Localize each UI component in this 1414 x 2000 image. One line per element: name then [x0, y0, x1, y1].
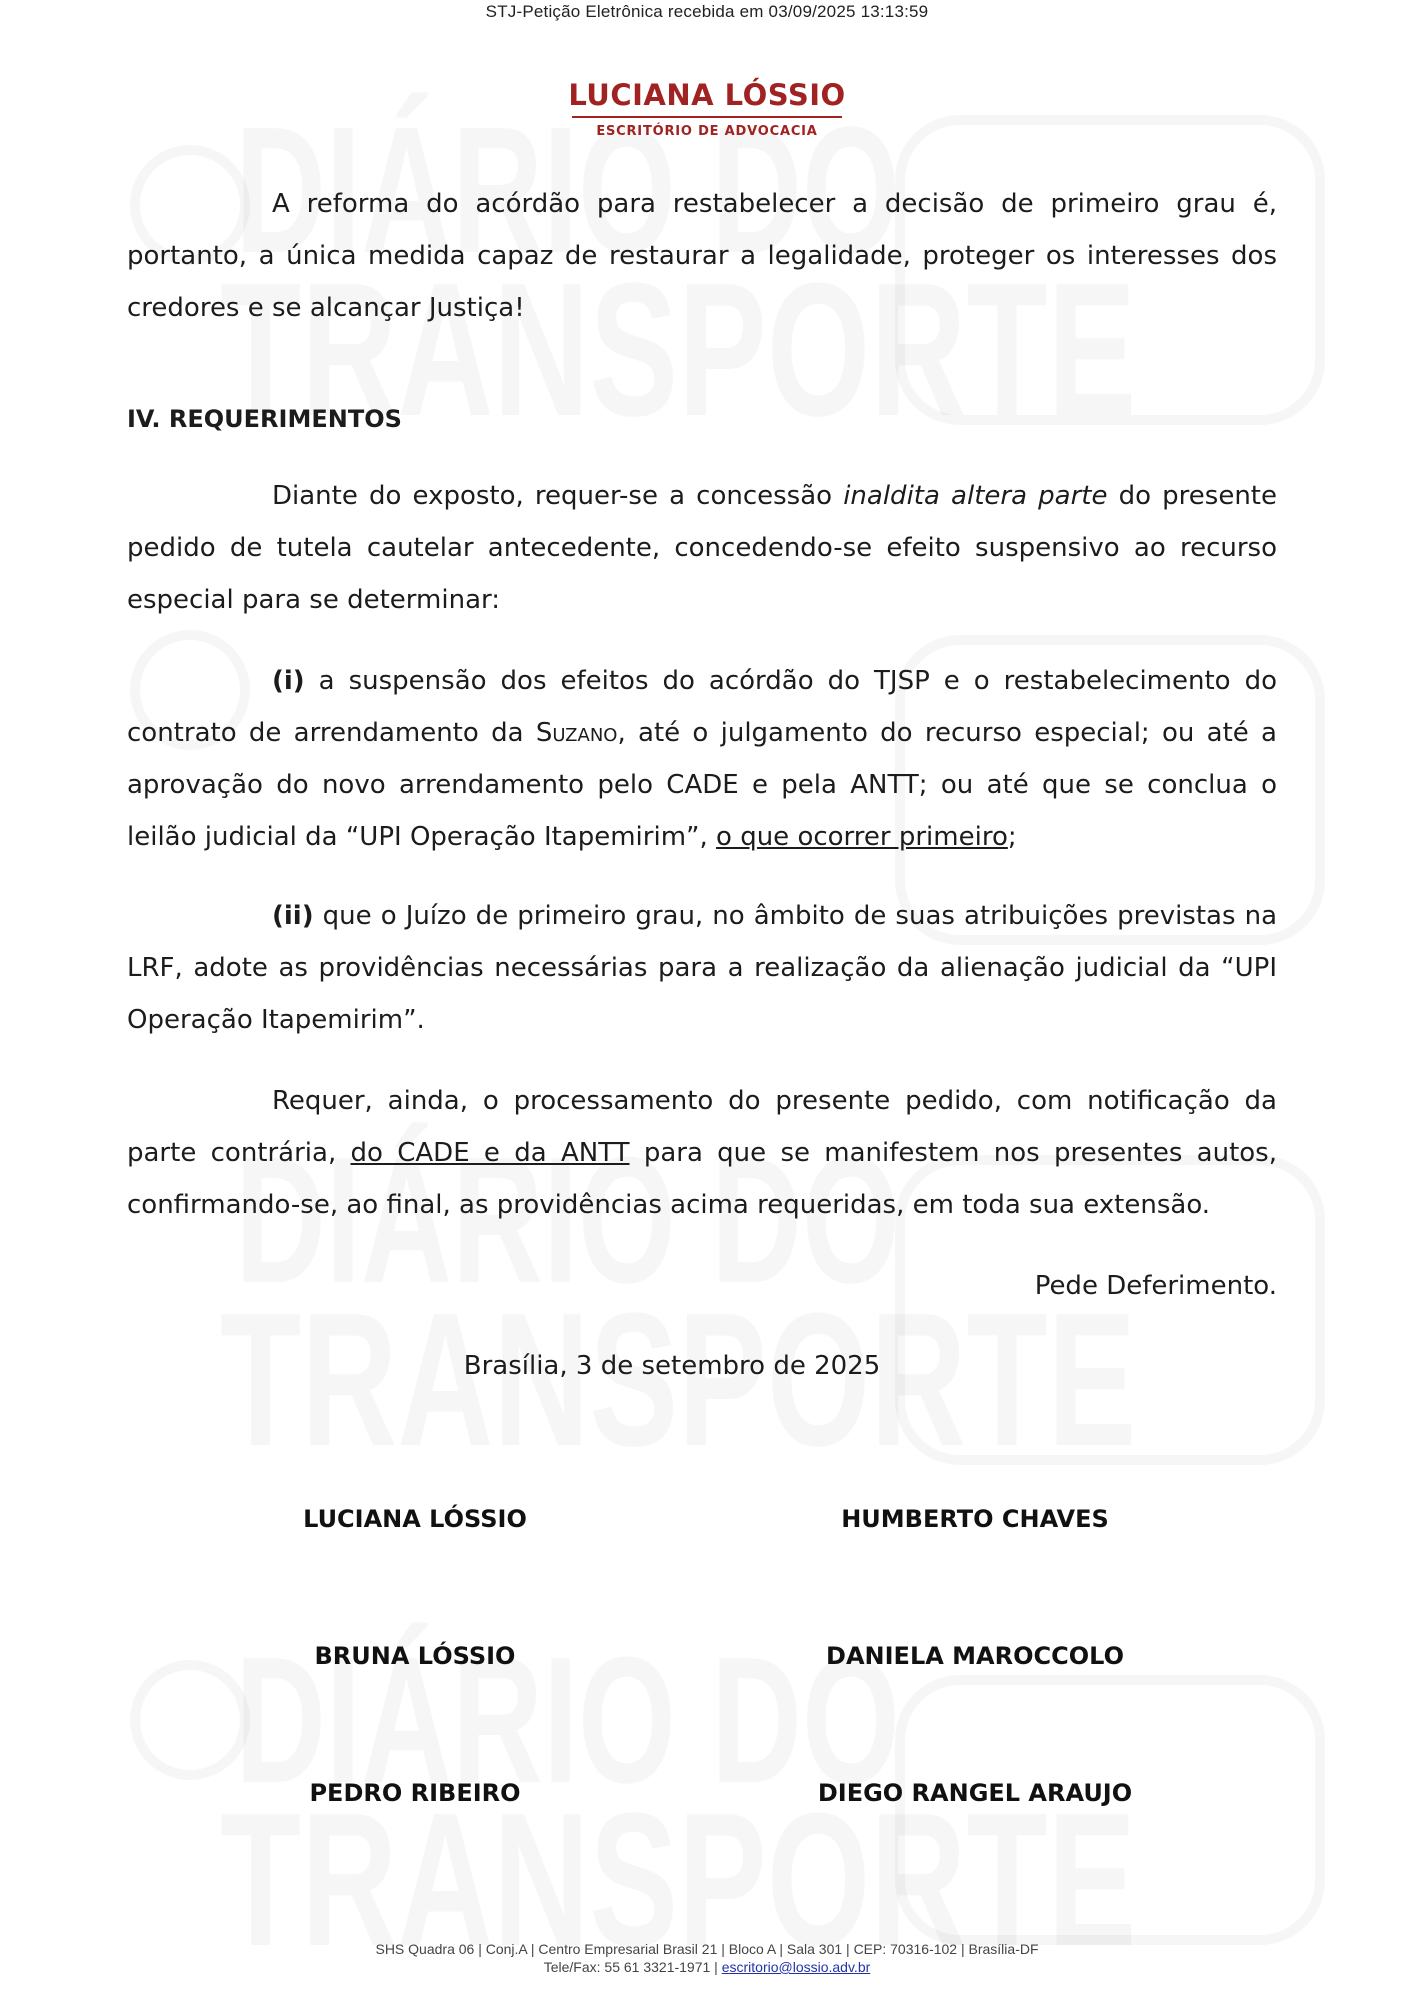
text-span: do presente pedido de tutela cautelar antecedente, concedendo-se efeito suspensivo ao recurso especial para se determinar:	[127, 481, 1277, 615]
text-span: que o Juízo de primeiro grau, no âmbito de suas atribuições previstas na LRF, adote as providências necessárias para a realização da alienação judicial da “UPI Operação Itapemirim”.	[127, 901, 1277, 1035]
section-heading: IV. REQUERIMENTOS	[127, 405, 402, 433]
electronic-petition-stamp: STJ-Petição Eletrônica recebida em 03/09/2025 13:13:59	[485, 2, 929, 21]
processing-request-block	[127, 1075, 1277, 1231]
item-label: (ii)	[272, 901, 314, 931]
request-item-ii-block	[127, 890, 1277, 1046]
closing-text: Pede Deferimento.	[1034, 1271, 1277, 1301]
place-date: Brasília, 3 de setembro de 2025	[463, 1351, 881, 1381]
italic-term: inaldita altera parte	[843, 481, 1108, 511]
footer-phone: Tele/Fax: 55 61 3321-1971 |	[543, 1959, 722, 1975]
paragraph-processing-request	[127, 1075, 1277, 1231]
watermark-logo-circle	[135, 1665, 245, 1775]
underlined-text: do CADE e da ANTT	[350, 1138, 630, 1168]
signatory-4: DANIELA MAROCCOLO	[826, 1642, 1124, 1670]
text-span: Diante do exposto, requer-se a concessão	[272, 481, 844, 511]
signatory-5: PEDRO RIBEIRO	[309, 1779, 521, 1807]
company-name: Suzano	[535, 718, 618, 748]
letterhead	[0, 78, 1414, 139]
request-item-i	[127, 655, 1277, 863]
letterhead-subtitle: ESCRITÓRIO DE ADVOCACIA	[596, 124, 818, 139]
paragraph-conclusion: A reforma do acórdão para restabelecer a decisão de primeiro grau é, portanto, a única medida capaz de restaurar a legalidade, proteger os interesses dos credores e se alcançar Justiça!	[127, 189, 1277, 323]
request-item-ii	[127, 890, 1277, 1046]
text-span: ;	[1007, 822, 1017, 852]
signatory-6: DIEGO RANGEL ARAUJO	[817, 1779, 1133, 1807]
paragraph-requests-intro	[127, 470, 1277, 626]
footer-address: SHS Quadra 06 | Conj.A | Centro Empresarial Brasil 21 | Bloco A | Sala 301 | CEP: 70316-102 | Brasília-DF	[375, 1941, 1039, 1957]
text-span: Requer, ainda, o processamento do presente pedido, com notificação da parte contrária,	[127, 1086, 1277, 1168]
footer-contact	[0, 1958, 1414, 1976]
text-span: para que se manifestem nos presentes autos, confirmando-se, ao final, as providências acima requeridas, em toda sua extensão.	[127, 1138, 1277, 1220]
signatory-1: LUCIANA LÓSSIO	[303, 1505, 527, 1533]
text-span: a suspensão dos efeitos do acórdão do TJSP e o restabelecimento do contrato de arrendamento da	[127, 666, 1277, 748]
watermark-bus-shape	[900, 1680, 1320, 1940]
requests-intro-block	[127, 470, 1277, 626]
request-item-i-block	[127, 655, 1277, 863]
footer	[0, 1940, 1414, 1976]
signatory-2: HUMBERTO CHAVES	[841, 1505, 1109, 1533]
signatory-3: BRUNA LÓSSIO	[314, 1642, 516, 1670]
section-heading-block	[127, 393, 1277, 445]
letterhead-name: LUCIANA LÓSSIO	[568, 78, 846, 112]
footer-email-link[interactable]: escritorio@lossio.adv.br	[721, 1959, 871, 1975]
letterhead-rule	[572, 116, 842, 118]
closing-block	[127, 1260, 1277, 1312]
item-label: (i)	[272, 666, 305, 696]
place-date-block	[127, 1340, 1277, 1392]
text-span: , até o julgamento do recurso especial; ou até a aprovação do novo arrendamento pelo CADE e pela ANTT; ou até que se conclua o leilão judicial da “UPI Operação Itapemirim”,	[127, 718, 1277, 852]
underlined-text: o que ocorrer primeiro	[716, 822, 1008, 852]
document-body	[127, 178, 1277, 334]
